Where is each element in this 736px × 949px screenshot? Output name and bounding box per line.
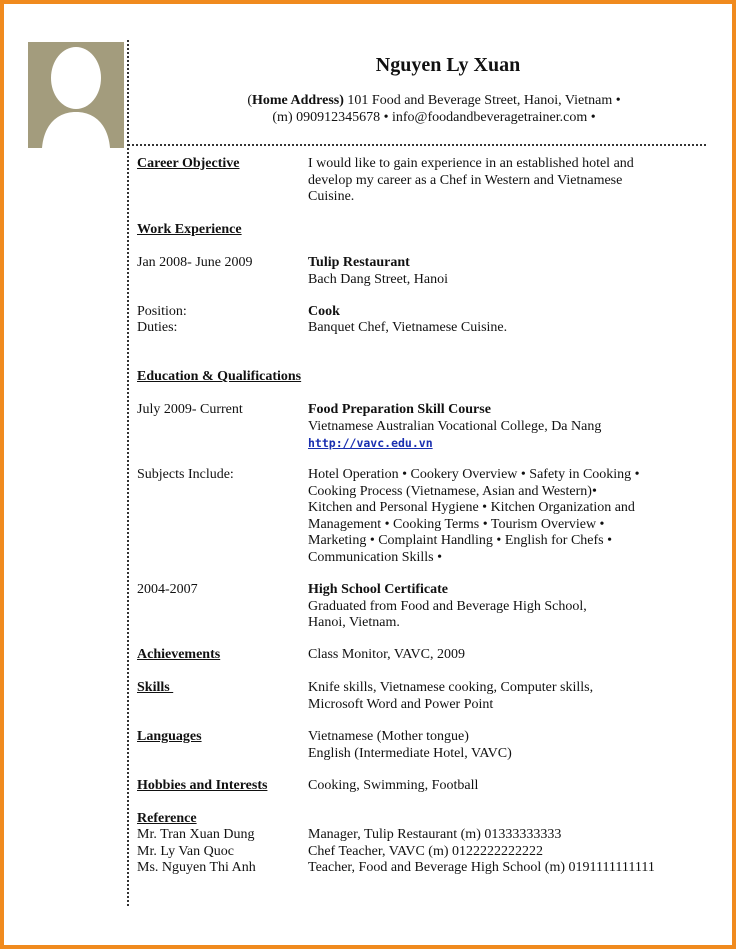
address-label: Home Address)	[252, 93, 344, 108]
address-line	[128, 92, 736, 109]
skills-list	[308, 680, 593, 713]
reference-detail: Teacher, Food and Beverage High School (m) 0191111111111	[308, 860, 655, 875]
work-employer-address: Bach Dang Street, Hanoi	[308, 271, 448, 287]
position-value: Cook	[308, 304, 340, 319]
duties-value: Banquet Chef, Vietnamese Cuisine.	[308, 320, 508, 335]
reference-names	[137, 827, 256, 877]
school-line: Graduated from Food and Beverage High School,	[308, 598, 587, 614]
education-heading: Education & Qualifications	[137, 369, 302, 384]
address-text: 101 Food and Beverage Street, Hanoi, Vietnam •	[343, 93, 621, 108]
career-line: Cuisine.	[308, 189, 355, 204]
subjects-label: Subjects Include:	[137, 467, 234, 482]
reference-name: Mr. Ly Van Quoc	[137, 843, 234, 859]
languages-list	[308, 729, 512, 762]
languages-heading: Languages	[137, 729, 202, 744]
work-experience-heading: Work Experience	[137, 222, 242, 237]
achievements-value: Class Monitor, VAVC, 2009	[308, 647, 465, 662]
contact-block	[128, 92, 736, 126]
school-dates: 2004-2007	[137, 582, 198, 597]
career-objective-text	[308, 156, 634, 206]
reference-name: Ms. Nguyen Thi Anh	[137, 860, 256, 875]
hobbies-value: Cooking, Swimming, Football	[308, 778, 479, 793]
skills-heading: Skills	[137, 680, 174, 695]
subjects-line: Communication Skills •	[308, 549, 443, 565]
subjects-line: Kitchen and Personal Hygiene • Kitchen Organization and	[308, 500, 635, 515]
achievements-heading: Achievements	[137, 647, 221, 662]
course-dates: July 2009- Current	[137, 402, 243, 417]
work-employer: Tulip Restaurant	[308, 255, 410, 270]
school-title: High School Certificate	[308, 582, 448, 597]
work-dates: Jan 2008- June 2009	[137, 255, 253, 270]
address-prefix: (	[247, 93, 252, 108]
reference-details	[308, 827, 655, 877]
subjects-line: Hotel Operation • Cookery Overview • Safety in Cooking •	[308, 467, 640, 482]
position-label: Position:	[137, 304, 187, 319]
duties-label: Duties:	[137, 320, 178, 335]
header-divider	[128, 144, 706, 146]
language-line: Vietnamese (Mother tongue)	[308, 729, 469, 744]
contact-line: (m) 090912345678 • info@foodandbeveragetrainer.com •	[272, 110, 596, 125]
vertical-divider	[127, 40, 129, 906]
subjects-line: Cooking Process (Vietnamese, Asian and Western)•	[308, 483, 597, 499]
skills-line: Knife skills, Vietnamese cooking, Computer skills,	[308, 680, 594, 695]
candidate-name: Nguyen Ly Xuan	[375, 54, 521, 76]
school-line: Hanoi, Vietnam.	[308, 615, 400, 630]
career-line: develop my career as a Chef in Western and Vietnamese	[308, 172, 623, 188]
skills-line: Microsoft Word and Power Point	[308, 696, 494, 712]
work-employer-block	[308, 255, 448, 288]
school-block	[308, 582, 587, 632]
course-school: Vietnamese Australian Vocational College, Da Nang	[308, 418, 602, 434]
hobbies-heading: Hobbies and Interests	[137, 778, 268, 793]
reference-detail: Chef Teacher, VAVC (m) 0122222222222	[308, 843, 544, 859]
course-link[interactable]: http://vavc.edu.vn	[308, 436, 433, 450]
subjects-list	[308, 467, 640, 566]
reference-name: Mr. Tran Xuan Dung	[137, 827, 255, 842]
subjects-line: Management • Cooking Terms • Tourism Overview •	[308, 516, 605, 532]
subjects-line: Marketing • Complaint Handling • English for Chefs •	[308, 533, 613, 548]
career-line: I would like to gain experience in an established hotel and	[308, 156, 634, 171]
course-block	[308, 402, 601, 453]
course-title: Food Preparation Skill Course	[308, 402, 491, 417]
language-line: English (Intermediate Hotel, VAVC)	[308, 745, 512, 761]
career-objective-heading: Career Objective	[137, 156, 240, 171]
reference-heading: Reference	[137, 811, 197, 826]
reference-detail: Manager, Tulip Restaurant (m) 01333333333	[308, 827, 562, 842]
